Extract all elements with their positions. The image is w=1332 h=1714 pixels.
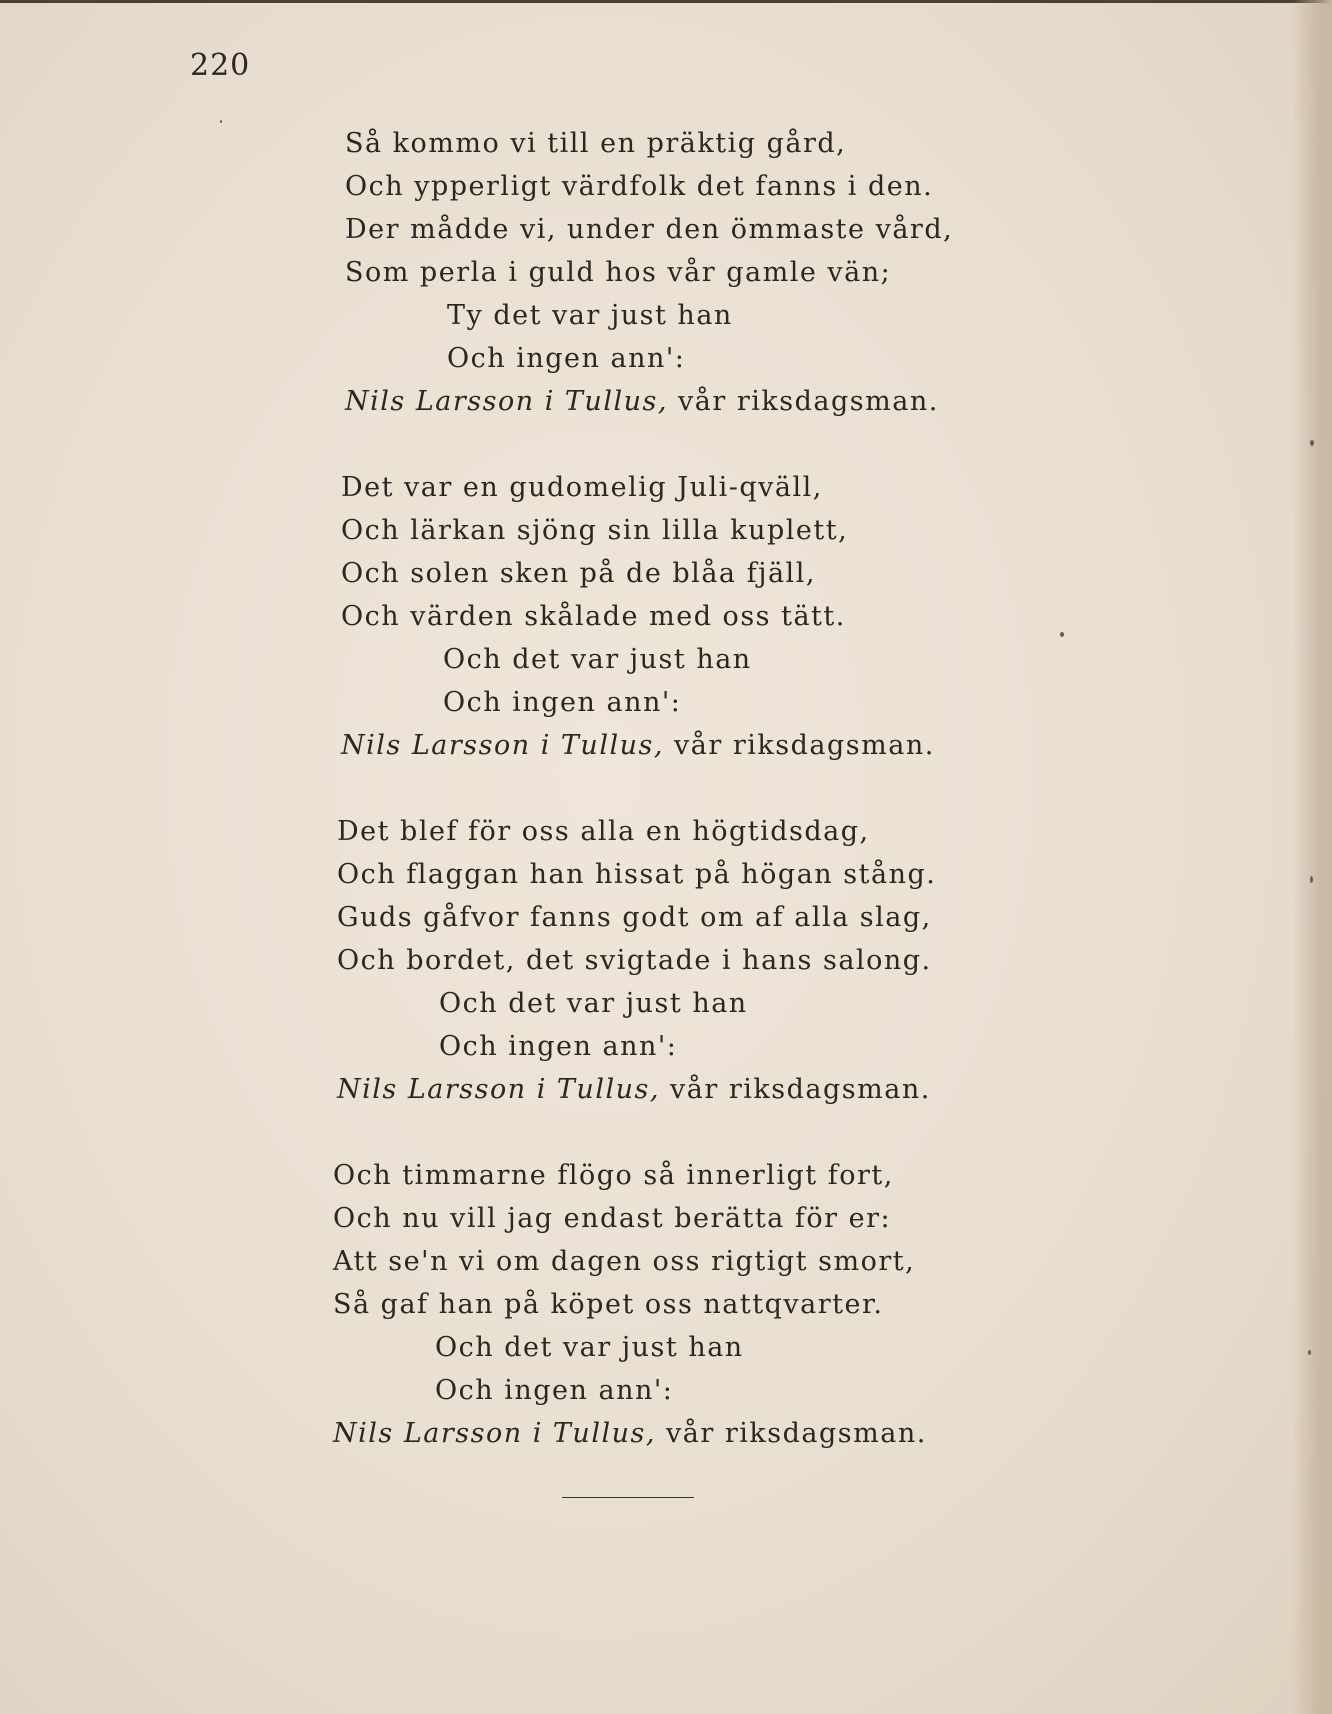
verse-line: Det blef för oss alla en högtidsdag, [337,816,870,847]
end-rule-divider [562,1497,694,1498]
verse-line: Och flaggan han hissat på högan stång. [337,859,937,890]
refrain-line: Och det var just han [439,988,748,1019]
verse-line: Och lärkan sjöng sin lilla kuplett, [341,515,849,546]
refrain-name: Nils Larsson i Tullus, [337,1074,660,1105]
refrain-closing-line [345,380,1045,423]
stanza-2 [341,466,1041,767]
verse-line: Som perla i guld hos vår gamle vän; [345,257,892,288]
verse-line: Der mådde vi, under den ömmaste vård, [345,214,954,245]
refrain-line: Och det var just han [435,1332,744,1363]
verse-line: Guds gåfvor fanns godt om af alla slag, [337,902,932,933]
refrain-closing-line [337,1068,1037,1111]
paper-speck [220,120,222,123]
verse-line: Så kommo vi till en präktig gård, [345,128,847,159]
refrain-tail: vår riksdagsman. [659,1074,931,1105]
stanza-3 [337,810,1037,1111]
refrain-tail: vår riksdagsman. [667,386,939,417]
stanza-1 [345,122,1045,423]
refrain-closing-line [341,724,1041,767]
verse-line: Det var en gudomelig Juli-qväll, [341,472,823,503]
refrain-tail: vår riksdagsman. [655,1418,927,1449]
verse-line: Att se'n vi om dagen oss rigtigt smort, [333,1246,916,1277]
refrain-line: Och det var just han [443,644,752,675]
verse-line: Och solen sken på de blåa fjäll, [341,558,816,589]
refrain-name: Nils Larsson i Tullus, [345,386,668,417]
page-number: 220 [190,48,251,83]
verse-line: Så gaf han på köpet oss nattqvarter. [333,1289,884,1320]
verse-line: Och timmarne flögo så innerligt fort, [333,1160,894,1191]
verse-line: Och ypperligt värdfolk det fanns i den. [345,171,934,202]
paper-speck [1060,632,1064,637]
verse-line: Och värden skålade med oss tätt. [341,601,846,632]
refrain-name: Nils Larsson i Tullus, [333,1418,656,1449]
page-gutter-shadow [1292,0,1332,1714]
refrain-tail: vår riksdagsman. [663,730,935,761]
refrain-line: Och ingen ann': [435,1375,674,1406]
refrain-closing-line [333,1412,1033,1455]
paper-speck [1310,440,1314,446]
verse-line: Och bordet, det svigtade i hans salong. [337,945,932,976]
refrain-name: Nils Larsson i Tullus, [341,730,664,761]
paper-speck [1310,876,1313,883]
refrain-line: Och ingen ann': [447,343,686,374]
refrain-line: Ty det var just han [447,300,733,331]
verse-line: Och nu vill jag endast berätta för er: [333,1203,892,1234]
refrain-line: Och ingen ann': [439,1031,678,1062]
paper-speck [1308,1350,1311,1355]
stanza-4 [333,1154,1033,1455]
page-top-edge [0,0,1332,3]
refrain-line: Och ingen ann': [443,687,682,718]
